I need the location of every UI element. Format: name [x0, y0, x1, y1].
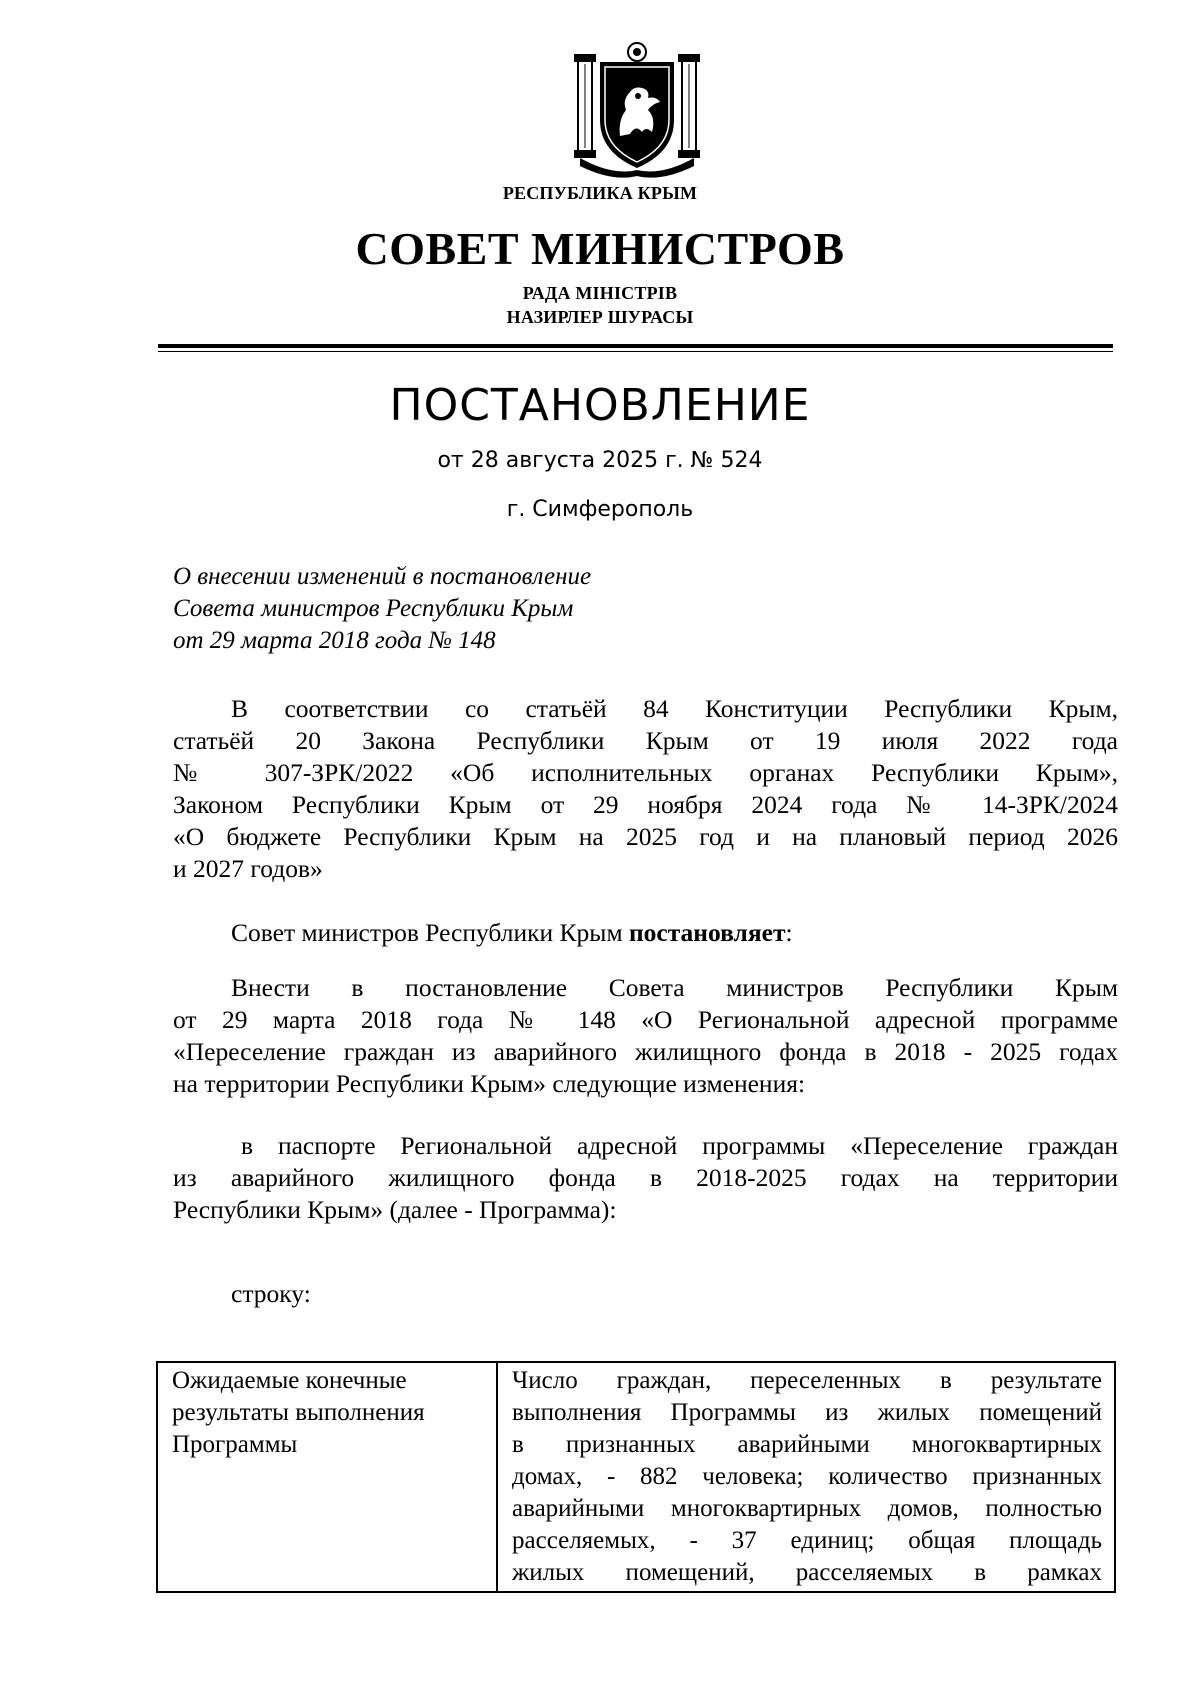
subject-line: от 29 марта 2018 года № 148 [173, 627, 496, 654]
resolves-colon: : [785, 918, 793, 947]
subject-line: О внесении изменений в постановление [173, 563, 592, 590]
amendment-line: на территории Республики Крым» следующие изменения: [173, 1069, 806, 1098]
label-line: Ожидаемые конечные [172, 1367, 407, 1394]
value-line: выполнения Программы из жилых помещений [512, 1399, 1102, 1426]
resolves-text: Совет министров Республики Крым [231, 918, 629, 947]
document-type-title: ПОСТАНОВЛЕНИЕ [389, 380, 811, 431]
preamble-line: и 2027 годов» [173, 854, 323, 883]
row-label-paragraph [173, 1278, 1118, 1310]
decree-date-number: от 28 августа 2025 г. № 524 [437, 448, 763, 473]
table-cell-value [497, 1362, 1115, 1592]
amendment-line: Внести в постановление Совета министров Республики Крым [231, 973, 1118, 1002]
resolves-paragraph [173, 917, 1118, 949]
amendment-line: от 29 марта 2018 года № 148 «О Региональной адресной программе [173, 1005, 1118, 1034]
preamble-paragraph [173, 693, 1118, 885]
council-name-crimean-tatar: НАЗИРЛЕР ШУРАСЫ [506, 307, 694, 327]
preamble-line: № 307-ЗРК/2022 «Об исполнительных органах Республики Крым», [173, 758, 1118, 787]
label-line: результаты выполнения [172, 1399, 425, 1426]
amendment-paragraph [173, 972, 1118, 1100]
amendment-line: «Переселение граждан из аварийного жилищного фонда в 2018 - 2025 годах [173, 1037, 1118, 1066]
value-line: домах, - 882 человека; количество признанных [512, 1463, 1102, 1490]
preamble-line: «О бюджете Республики Крым на 2025 год и на плановый период 2026 [173, 822, 1118, 851]
value-line: аварийными многоквартирных домов, полностью [512, 1495, 1102, 1522]
passport-line: Республики Крым» (далее - Программа): [173, 1195, 617, 1224]
passport-line: в паспорте Региональной адресной программы «Переселение граждан [241, 1131, 1118, 1160]
preamble-line: статьёй 20 Закона Республики Крым от 19 июля 2022 года [173, 726, 1118, 755]
coat-of-arms-emblem [572, 40, 702, 178]
table-cell-label [157, 1362, 497, 1592]
passport-paragraph [173, 1130, 1118, 1226]
preamble-line: В соответствии со статьёй 84 Конституции Республики Крым, [231, 694, 1118, 723]
council-name: СОВЕТ МИНИСТРОВ [355, 223, 845, 274]
value-line: жилых помещений, расселяемых в рамках [512, 1559, 1102, 1586]
passport-line: из аварийного жилищного фонда в 2018-2025 годах на территории [173, 1163, 1118, 1192]
value-line: Число граждан, переселенных в результате [512, 1367, 1102, 1394]
subject-line: Совета министров Республики Крым [173, 595, 574, 622]
council-name-ukrainian: РАДА МІНІСТРІВ [522, 283, 678, 303]
decree-city: г. Симферополь [506, 497, 694, 522]
table-row [157, 1362, 1115, 1592]
resolves-keyword: постановляет [628, 918, 786, 947]
header-rule-thick [158, 344, 1113, 348]
decree-subject [173, 561, 591, 657]
republic-name: РЕСПУБЛИКА КРЫМ [502, 183, 698, 203]
program-results-table [156, 1361, 1116, 1593]
label-line: Программы [172, 1431, 298, 1458]
header-rule-thin [158, 351, 1113, 352]
value-line: в признанных аварийными многоквартирных [512, 1431, 1102, 1458]
row-label: строку: [231, 1279, 311, 1308]
value-line: расселяемых, - 37 единиц; общая площадь [512, 1527, 1102, 1554]
preamble-line: Законом Республики Крым от 29 ноября 2024 года № 14-ЗРК/2024 [173, 790, 1118, 819]
